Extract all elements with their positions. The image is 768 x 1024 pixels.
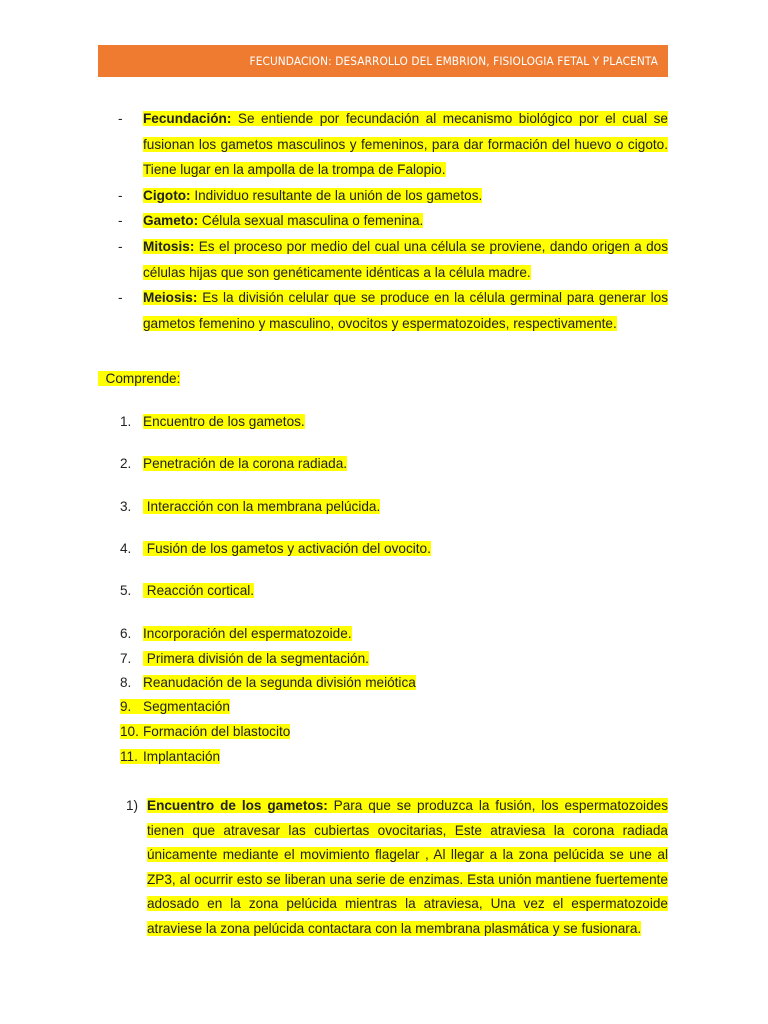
detail-item: [126, 794, 668, 942]
step-number: 2.: [120, 456, 132, 471]
comprende-heading: [98, 368, 180, 390]
step-number: 10.: [120, 724, 139, 739]
definition-text: Es el proceso por medio del cual una célula se proviene, dando origen a dos células hijas que son genéticamente idénticas a la célula madre.: [143, 238, 668, 280]
detail-section: [126, 794, 668, 942]
list-bullet: -: [118, 187, 123, 203]
definition-item: [118, 183, 668, 209]
step-number: 1.: [120, 414, 132, 429]
definition-text: Individuo resultante de la unión de los gametos.: [190, 187, 483, 203]
definition-term: Meiosis:: [143, 290, 198, 306]
step-text: Formación del blastocito: [143, 724, 291, 739]
definition-term: Cigoto:: [143, 187, 191, 203]
step-item: [120, 453, 347, 475]
definition-term: Fecundación:: [143, 111, 232, 126]
definition-text: Célula sexual masculina o femenina.: [198, 213, 424, 229]
step-text: Encuentro de los gametos.: [143, 414, 305, 429]
comprende-label: Comprende:: [98, 371, 181, 386]
list-bullet: -: [118, 238, 123, 254]
step-number: 5.: [120, 583, 132, 598]
definition-term: Gameto:: [143, 213, 199, 229]
list-bullet: -: [118, 111, 123, 126]
definition-item: [118, 285, 668, 336]
list-bullet: -: [118, 290, 123, 306]
step-number: 11.: [120, 749, 138, 764]
step-text: Incorporación del espermatozoide.: [143, 626, 352, 641]
document-header-bar: [98, 45, 668, 77]
list-bullet: -: [118, 213, 123, 229]
step-number: 8.: [120, 675, 132, 690]
step-number: 7.: [120, 651, 132, 666]
detail-text: Para que se produzca la fusión, los espermatozoides tienen que atravesar las cubiertas ovocitarias, Este atraviesa la corona radiada únicamente mediante el movimiento flagelar , Al llegar a la zona pelúcida se une al ZP3, al ocurrir esto se liberan una serie de enzimas. Esta unión mantiene fuertemente adosado en la zona pelúcida mientras la atraviesa, Una vez el espermatozoide atraviese la zona pelúcida contactara con la membrana plasmática y se fusionara.: [147, 798, 668, 936]
step-item: [120, 538, 431, 560]
detail-term: Encuentro de los gametos:: [147, 798, 328, 813]
step-text: Primera división de la segmentación.: [143, 651, 369, 666]
step-number: 3.: [120, 499, 132, 514]
document-title: FECUNDACION: DESARROLLO DEL EMBRION, FISIOLOGIA FETAL Y PLACENTA: [249, 54, 658, 68]
step-text: Penetración de la corona radiada.: [143, 456, 348, 471]
definitions-list: [118, 106, 668, 336]
step-text: Implantación: [143, 749, 221, 764]
step-item: [120, 746, 220, 768]
step-text: Interacción con la membrana pelúcida.: [143, 499, 381, 514]
definition-item: [118, 234, 668, 285]
step-item: [120, 411, 305, 433]
step-number: 9.: [120, 699, 132, 714]
step-number: 4.: [120, 541, 132, 556]
step-item: [120, 672, 416, 694]
step-item: [120, 496, 380, 518]
definition-term: Mitosis:: [143, 238, 195, 254]
step-item: [120, 696, 230, 718]
step-text: Fusión de los gametos y activación del ovocito.: [143, 541, 431, 556]
definition-text: Se entiende por fecundación al mecanismo biológico por el cual se fusionan los gametos masculinos y femeninos, para dar formación del huevo o cigoto. Tiene lugar en la ampolla de la trompa de Falopio.: [143, 111, 668, 178]
step-item: [120, 721, 290, 743]
step-text: Reacción cortical.: [143, 583, 255, 598]
step-text: Segmentación: [143, 699, 230, 714]
step-item: [120, 648, 369, 670]
detail-number: 1): [126, 798, 139, 813]
step-item: [120, 623, 352, 645]
step-number: 6.: [120, 626, 132, 641]
step-item: [120, 580, 254, 602]
definition-item: [118, 208, 668, 234]
step-text: Reanudación de la segunda división meiótica: [143, 675, 416, 690]
definition-text: Es la división celular que se produce en la célula germinal para generar los gametos femenino y masculino, ovocitos y espermatozoides, respectivamente.: [143, 290, 668, 331]
definition-item: [118, 106, 668, 183]
